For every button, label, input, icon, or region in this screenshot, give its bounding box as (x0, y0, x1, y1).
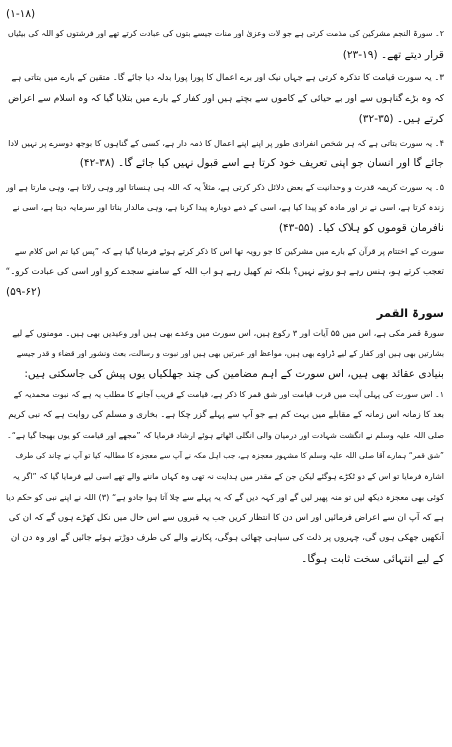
section-heading: سورۃ القمر (376, 305, 444, 320)
text-line: ۱۔ اس سورت کی پہلی آیت میں قرب قیامت اور شق قمر کا ذکر ہے، قیامت کے قریب آجانے کا مطلب یہ ہے کہ نبوت محمدیہ کے (13, 389, 444, 399)
text-line: قرار دیتے تھے۔ (۱۹-۲۳) (342, 48, 444, 61)
text-line: بشارتیں بھی ہیں اور کفار کے لیے ڈراوے بھی ہیں، مواعظ اور عبرتیں بھی ہیں اور نبوت و رسالت، بعث ونشور اور قضاء و قدر جیسے (16, 348, 444, 358)
text-line: ۲۔ سورۃ النجم مشرکین کی مذمت کرتی ہے جو لات وعزیٰ اور منات جیسے بتوں کی عبادت کرتے تھے اور فرشتوں کو اللہ کی بیٹیاں (7, 29, 444, 38)
text-line: ہے کہ آپ ان سے اعراض فرمائیں اور اس دن کا انتظار کریں جب یہ قبروں سے اس حال میں نکل کھڑے ہوں گے کہ ان کی (8, 512, 444, 523)
qamar-paragraph-2 (6, 385, 444, 570)
text-line: ۴۔ یہ سورت بتاتی ہے کہ ہر شخص انفرادی طور پر اپنے اپنے اعمال کا ذمہ دار ہے، کسی کے گناہوں کا بوجھ دوسرے پر نہیں لادا (8, 137, 444, 148)
verse-reference-top: (۱-۱۸) (6, 8, 36, 20)
text-line: بعد کا زمانہ اس زمانہ کے مقابلے میں بہت کم ہے جو آپ سے پہلے گزر چکا ہے۔ بخاری و مسلم کی روایت ہے کہ نبی کریم (8, 410, 444, 420)
text-line: ”شق قمر“ ہمارے آقا صلی اللہ علیہ وسلم کا مشہور معجزہ ہے، جب اہل مکہ نے آپ سے معجزہ کا مطالبہ کیا تو آپ نے چاند کی طرف (15, 451, 444, 460)
text-line: کہ وہ بڑے گناہوں سے اور بے حیائی کے کاموں سے بچتے ہیں اور کفار کے بارے میں بتلایا گیا کہ وہ اسلام سے اعراض (8, 92, 444, 104)
paragraph-6 (6, 241, 444, 303)
verse-reference: (۵۹-۶۲) (6, 286, 41, 298)
text-line: ۳۔ یہ سورت قیامت کا تذکرہ کرتی ہے جہاں نیک اور برے اعمال کا پورا پورا بدلہ دیا جائے گا۔ متقین کے بارے میں بتاتی ہے (11, 73, 444, 83)
text-line: جائے گا اور انسان جو اپنی تعریف خود کرتا ہے اسے قبول نہیں کیا جائے گا۔ (۳۸-۴۲) (79, 157, 444, 169)
text-line: تعجب کرتے ہو، ہنس رہے ہو روتے نہیں؟ بلکہ تم کھیل رہے ہو اب اللہ کے سامنے سجدے کرو اور اسی کی عبادت کرو۔“ (6, 266, 444, 277)
paragraph-4 (6, 133, 444, 174)
text-line: سورۃ قمر مکی ہے، اس میں ۵۵ آیات اور ۳ رکوع ہیں، اس سورت میں وعدے بھی ہیں اور وعیدیں بھی ہیں۔ مومنوں کے لیے (12, 328, 444, 338)
text-line: آنکھیں جھکی ہوں گی، چہروں پر ذلت کی سیاہی چھائی ہوگی، پکارنے والے کی طرف دوڑتے ہوئے جائیں گے اور وہ دن ان (10, 533, 444, 543)
text-line: صلی اللہ علیہ وسلم نے انگشت شہادت اور درمیان والی انگلی اٹھاتے ہوئے ارشاد فرمایا کہ ”مجھے اور قیامت کو یوں بھیجا گیا ہے“۔ (7, 430, 444, 440)
text-line: بنیادی عقائد بھی ہیں، اس سورت کے اہم مضامین کی چند جھلکیاں یوں پیش کی جاسکتی ہیں: (24, 368, 444, 380)
text-line: کرتے ہیں۔ (۳۵-۳۲) (358, 113, 444, 125)
text-line: کے لیے انتہائی سخت ثابت ہوگا۔ (301, 552, 444, 565)
qamar-paragraph-1 (6, 323, 444, 385)
text-line: زندہ کرتا ہے، اسی نے نر اور مادہ کو پیدا کیا ہے، اسی کے ذمے دوبارہ پیدا کرنا ہے، وہی مالدار بناتا اور سرمایہ دیتا ہے، اسی نے (12, 202, 444, 212)
text-line: ۵۔ یہ سورت کریمہ قدرت و وحدانیت کے بعض دلائل ذکر کرتی ہے، مثلاً یہ کہ اللہ ہی ہنساتا اور وہی رلاتا ہے، وہی مارتا ہے اور (6, 181, 444, 192)
text-line: نافرمان قوموں کو ہلاک کیا۔ (۵۵-۴۳) (278, 221, 444, 234)
paragraph-5 (6, 177, 444, 239)
text-line: سورت کے اختتام پر قرآن کے بارے میں مشرکین کا جو رویہ تھا اس کا ذکر کرتے ہوئے فرمایا گیا ہے کہ ”پس کیا تم اس کلام سے (14, 246, 444, 256)
paragraph-2 (6, 24, 444, 65)
text-line: کوئی بھی معجزہ دیکھ لیں تو منہ پھیر لیں گے اور کہہ دیں گے کہ یہ پہلے سے چلا آتا ہوا جادو ہے“ (۳) اللہ نے اپنے نبی کو حکم دیا (6, 492, 444, 502)
paragraph-3 (6, 68, 444, 130)
text-line: اشارہ فرمایا تو اس کے دو ٹکڑے ہوگئے لیکن جن کے مقدر میں ہدایت نہ تھی وہ کہاں ماننے والے تھے اسی لیے فرمایا گیا کہ ”اگر یہ (12, 471, 444, 481)
